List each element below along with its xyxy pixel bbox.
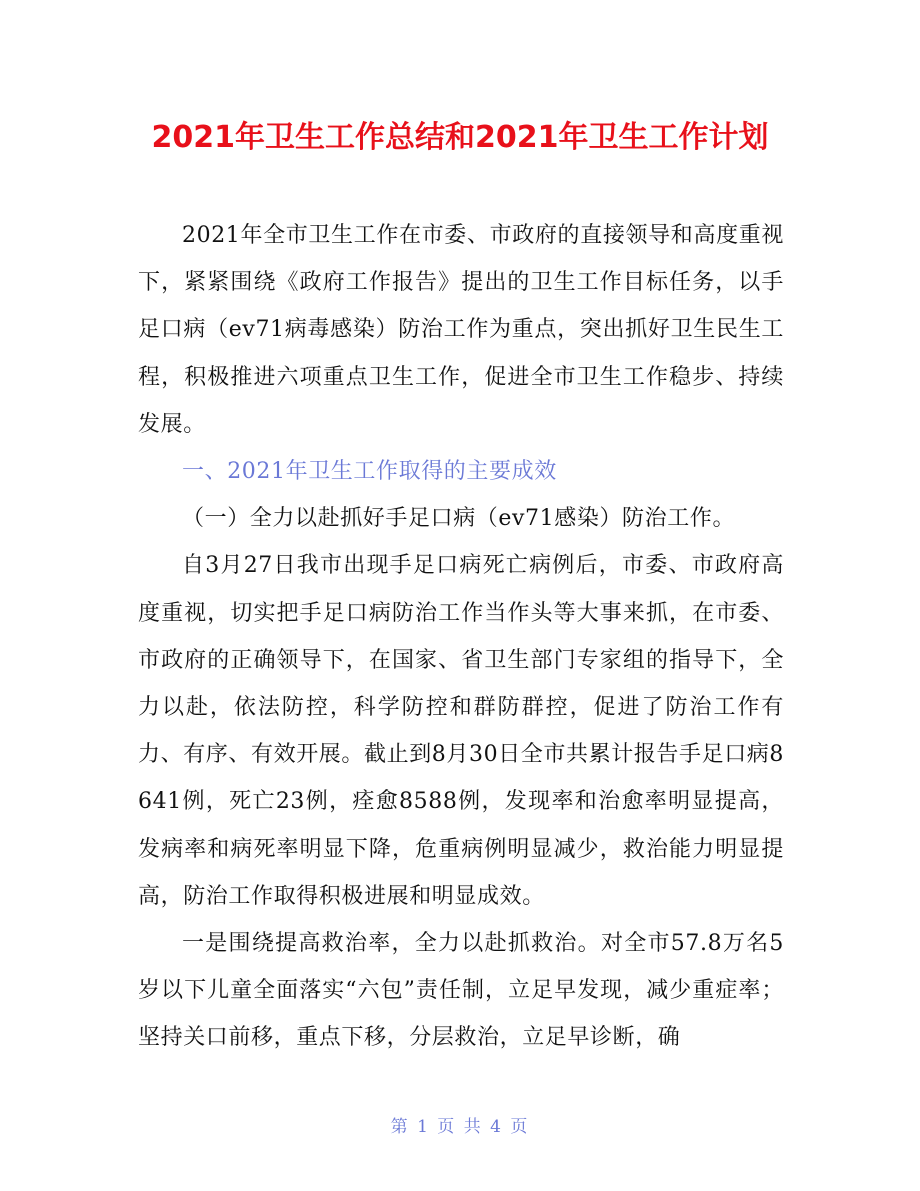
body-paragraph: 一是围绕提高救治率，全力以赴抓救治。对全市57.8万名5岁以下儿童全面落实“六包”责任制，立足早发现，减少重症率；坚持关口前移，重点下移，分层救治，立足早诊断，确	[138, 931, 784, 1051]
intro-paragraph: 2021年全市卫生工作在市委、市政府的直接领导和高度重视下，紧紧围绕《政府工作报告》提出的卫生工作目标任务，以手足口病（ev71病毒感染）防治工作为重点，突出抓好卫生民生工程，积极推进六项重点卫生工作，促进全市卫生工作稳步、持续发展。	[138, 223, 784, 437]
body-paragraph: 自3月27日我市出现手足口病死亡病例后，市委、市政府高度重视，切实把手足口病防治工作当作头等大事来抓，在市委、市政府的正确领导下，在国家、省卫生部门专家组的指导下，全力以赴，依法防控，科学防控和群防群控，促进了防治工作有力、有序、有效开展。截止到8月30日全市共累计报告手足口病8641例，死亡23例，痊愈8588例，发现率和治愈率明显提高，发病率和病死率明显下降，危重病例明显减少，救治能力明显提高，防治工作取得积极进展和明显成效。	[138, 553, 784, 909]
section-heading: 一、2021年卫生工作取得的主要成效	[182, 459, 557, 485]
subsection-heading: （一）全力以赴抓好手足口病（ev71感染）防治工作。	[182, 506, 736, 532]
document-body	[138, 212, 784, 1062]
page-number-footer: 第 1 页 共 4 页	[390, 1117, 530, 1137]
document-title: 2021年卫生工作总结和2021年卫生工作计划	[151, 120, 769, 155]
